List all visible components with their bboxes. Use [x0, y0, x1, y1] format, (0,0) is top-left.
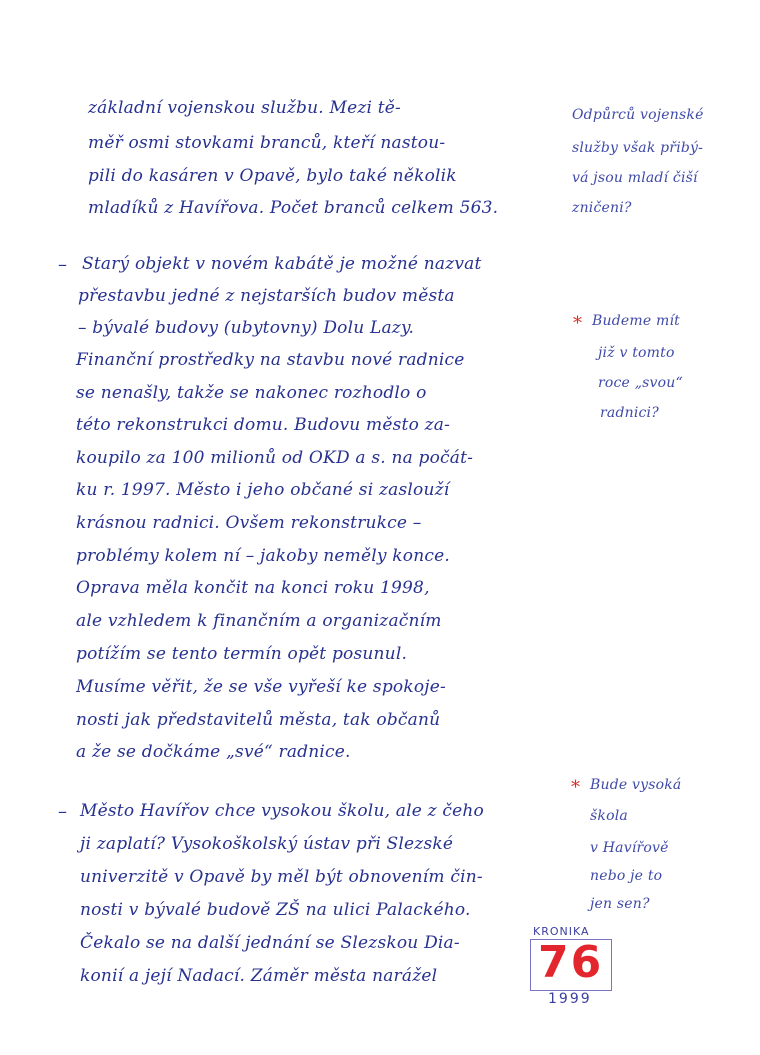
page-number: 76: [538, 937, 604, 988]
bullet-dash: –: [58, 801, 67, 822]
text-line: ku r. 1997. Město i jeho občané si zaslouží: [76, 480, 450, 500]
text-line: se nenašly, takže se nakonec rozhodlo o: [76, 383, 427, 403]
text-line: nosti jak představitelů města, tak občanů: [76, 710, 441, 730]
note-line: služby však přibý-: [572, 140, 704, 156]
note-line: radnici?: [600, 405, 659, 421]
text-line: základní vojenskou službu. Mezi tě-: [88, 98, 401, 118]
note-line: Budeme mít: [592, 313, 680, 329]
text-line: Finanční prostředky na stavbu nové radnice: [76, 350, 465, 370]
text-line: přestavbu jedné z nejstarších budov města: [78, 286, 455, 306]
page-stamp: [520, 925, 620, 1015]
text-line: koupilo za 100 milionů od OKD a s. na počát-: [76, 448, 474, 468]
text-line: měř osmi stovkami branců, kteří nastou-: [88, 133, 446, 153]
asterisk-icon: *: [571, 777, 580, 798]
text-line: krásnou radnici. Ovšem rekonstrukce –: [76, 513, 422, 533]
text-line: potížím se tento termín opět posunul.: [76, 644, 408, 664]
text-line: Čekalo se na další jednání se Slezskou Dia-: [80, 933, 460, 953]
text-line: nosti v bývalé budově ZŠ na ulici Palackého.: [80, 900, 471, 920]
text-line: Starý objekt v novém kabátě je možné nazvat: [82, 254, 482, 274]
note-line: nebo je to: [590, 868, 663, 884]
text-line: ji zaplatí? Vysokoškolský ústav při Slezské: [80, 834, 454, 854]
note-line: již v tomto: [598, 345, 675, 361]
note-line: jen sen?: [590, 896, 650, 912]
asterisk-icon: *: [573, 313, 582, 334]
note-line: Bude vysoká: [590, 777, 682, 793]
text-line: konií a její Nadací. Záměr města narážel: [80, 966, 438, 986]
stamp-year: 1999: [548, 991, 592, 1007]
text-line: Oprava měla končit na konci roku 1998,: [76, 578, 430, 598]
bullet-dash: –: [58, 254, 67, 275]
text-line: – bývalé budovy (ubytovny) Dolu Lazy.: [78, 318, 415, 338]
text-line: problémy kolem ní – jakoby neměly konce.: [76, 546, 450, 566]
text-line: mladíků z Havířova. Počet branců celkem 563.: [88, 198, 499, 218]
text-line: pili do kasáren v Opavě, bylo také několik: [88, 166, 457, 186]
note-line: roce „svou“: [598, 375, 683, 391]
note-line: v Havířově: [590, 840, 669, 856]
note-line: Odpůrců vojenské: [572, 107, 704, 123]
text-line: této rekonstrukci domu. Budovu město za-: [76, 415, 451, 435]
text-line: Musíme věřit, že se vše vyřeší ke spokoje-: [76, 677, 446, 697]
note-line: škola: [590, 808, 628, 824]
stamp-label: KRONIKA: [533, 925, 590, 938]
text-line: univerzitě v Opavě by měl být obnovením čin-: [80, 867, 483, 887]
text-line: ale vzhledem k finančním a organizačním: [76, 611, 442, 631]
note-line: vá jsou mladí čiší: [572, 170, 698, 186]
text-line: a že se dočkáme „své“ radnice.: [76, 742, 351, 762]
text-line: Město Havířov chce vysokou školu, ale z čeho: [80, 801, 484, 821]
note-line: zničeni?: [572, 200, 632, 216]
